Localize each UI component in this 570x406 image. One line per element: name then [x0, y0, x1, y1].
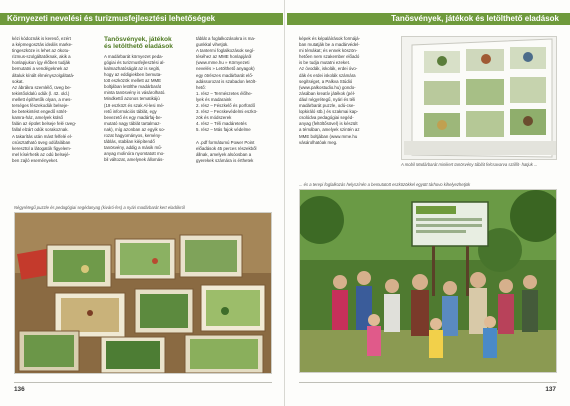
left-column-2-text: A madárbarát környezet peda- gógiai és turizmusfejlesztési al- kalmazhatóságát az is segíti, hogy az eddigiekben bemuta- tott eszközök mellett az MME boltjában letölthe madárbarát minta tanösvény is vásárolható. Mindkettő azonos tematikájú (19 eszközt és szak Al-lesi mé- retű információs táblát, egy bevezető és egy madárfaj-be- mutató nagy táblát tartalmaz- nak), míg azonban az egyik so- rozat hagyományos, kemény- táblás, stabilan kiépítendő tanösvény, addig a másik mű- anyag molinóra nyomtatott mo- bil változat, amelynek állomás-: [104, 53, 166, 163]
banner-photo-caption: A mobil Madárbarát minikert tanösvény táblát felcsavarva szállít- hatjuk ...: [401, 162, 538, 167]
left-column-3: [196, 36, 276, 202]
left-header-bar: [0, 13, 283, 25]
group-photo: [299, 189, 557, 373]
banner-photo-image: [402, 37, 557, 160]
right-column-1: [299, 36, 393, 176]
puzzle-photo: [14, 212, 272, 374]
left-column-2: [104, 36, 186, 202]
group-photo-caption: ... és a terepi foglalkozás helyszínén a bemutatott eszközökkel együtt tárhovo kihelyezhetjük: [299, 182, 471, 187]
banner-photo: [401, 36, 557, 160]
group-photo-image: [300, 190, 557, 373]
section-title: Tanösvények, játékok és letölthető eladások: [104, 36, 173, 51]
left-column-3-text: táblát a foglalkozásokra is ma- gunkkal vihetjük. A tantermi foglalkozások segí- téséhez az MME honlapjáról (www.mme.hu » Környezeti nevelés » Letölthető anyagok) egy ötrészes madárbarát elő- adássorozat is szabadon letölt- hető: 1. rész – Természetes élőhe- lyek és madaraink 2. rész – Fészkelő és porfürdő 3. rész – Fecskevédelmi eszkö- zök és módszerek 4. rész – Téli madáretetés 5. rész – Más fajok védelme A .pdf formátumú Power Point előadások 45 perces részekből állnak, amelyek alsóosban a gyerekek számára is érthetek: [196, 36, 258, 163]
left-photo-caption: Négyrétegű puzzle és pedagógiai segédanyag (kiváró-fes) a nyári madárbarát kert eladókról: [14, 205, 185, 210]
left-column-1-text: kézi kódoznák is kereső, ezért a képmegosztás ideális marke- tingeszköze is lehet az ökotu- rizmus-szolgáltatóknak, akik a honlapjukon így élőben tudják bemutatni a vendégeknek az általuk kínált élményszolgáltatá- sokat. Az ábrákra szemlélő, üveg be- tekintőoldalú odúk (l. 42. old.) mellett építhetők olyan, a mes- terséges fészekodúk belseje- be betekintést engedő sötét- kamra-ház, amelyek külső falán az épület belseje felé üveg- fallal elzárt odúk sorakoznak. A takarítás után mást felfelé el- csúsztatható üveg odúfalában keresztül a látogatók figyelem- mel kísérhetik az odú belsejé- ben zajló eseményeket.: [12, 36, 77, 163]
right-footer-rule: [299, 382, 557, 383]
right-running-header: Tanösvények, játékok és letölthető eladások: [391, 14, 559, 23]
left-running-header: Környezeti nevelési és turizmusfejlesztési lehetőségek: [7, 14, 216, 23]
left-column-1: [12, 36, 94, 202]
left-footer-rule: [14, 382, 272, 383]
right-page: [285, 0, 570, 406]
right-column-1-text: képek és képaláírások formájá- ban mutatják be a madárvédel- mi témákat; és ennek köszön- hetően nem szakember előadó is be tudja mutatni ezeket. Az óvodák, iskolák, erdei óvo- dák és erdei iskolák számára segítséget, a Palkva Stúdió (www.palkostudio.hu) gondo- zásában kreatív játékok (pél- dául négyrétegű, nyári és téli madárbarát puzzle, odú-cse- lopkiráló stb.) és szakmai kap- csolódva pedagógiai segéd- anyag (feltöltősövel) is készült a témában, amelyek szintén az MME boltjában (www.mme.hu vásárolhatóak meg.: [299, 36, 361, 145]
right-header-bar: [287, 13, 570, 25]
puzzle-photo-image: [15, 213, 272, 374]
left-page-number: 136: [14, 386, 25, 393]
right-page-number: 137: [545, 386, 556, 393]
